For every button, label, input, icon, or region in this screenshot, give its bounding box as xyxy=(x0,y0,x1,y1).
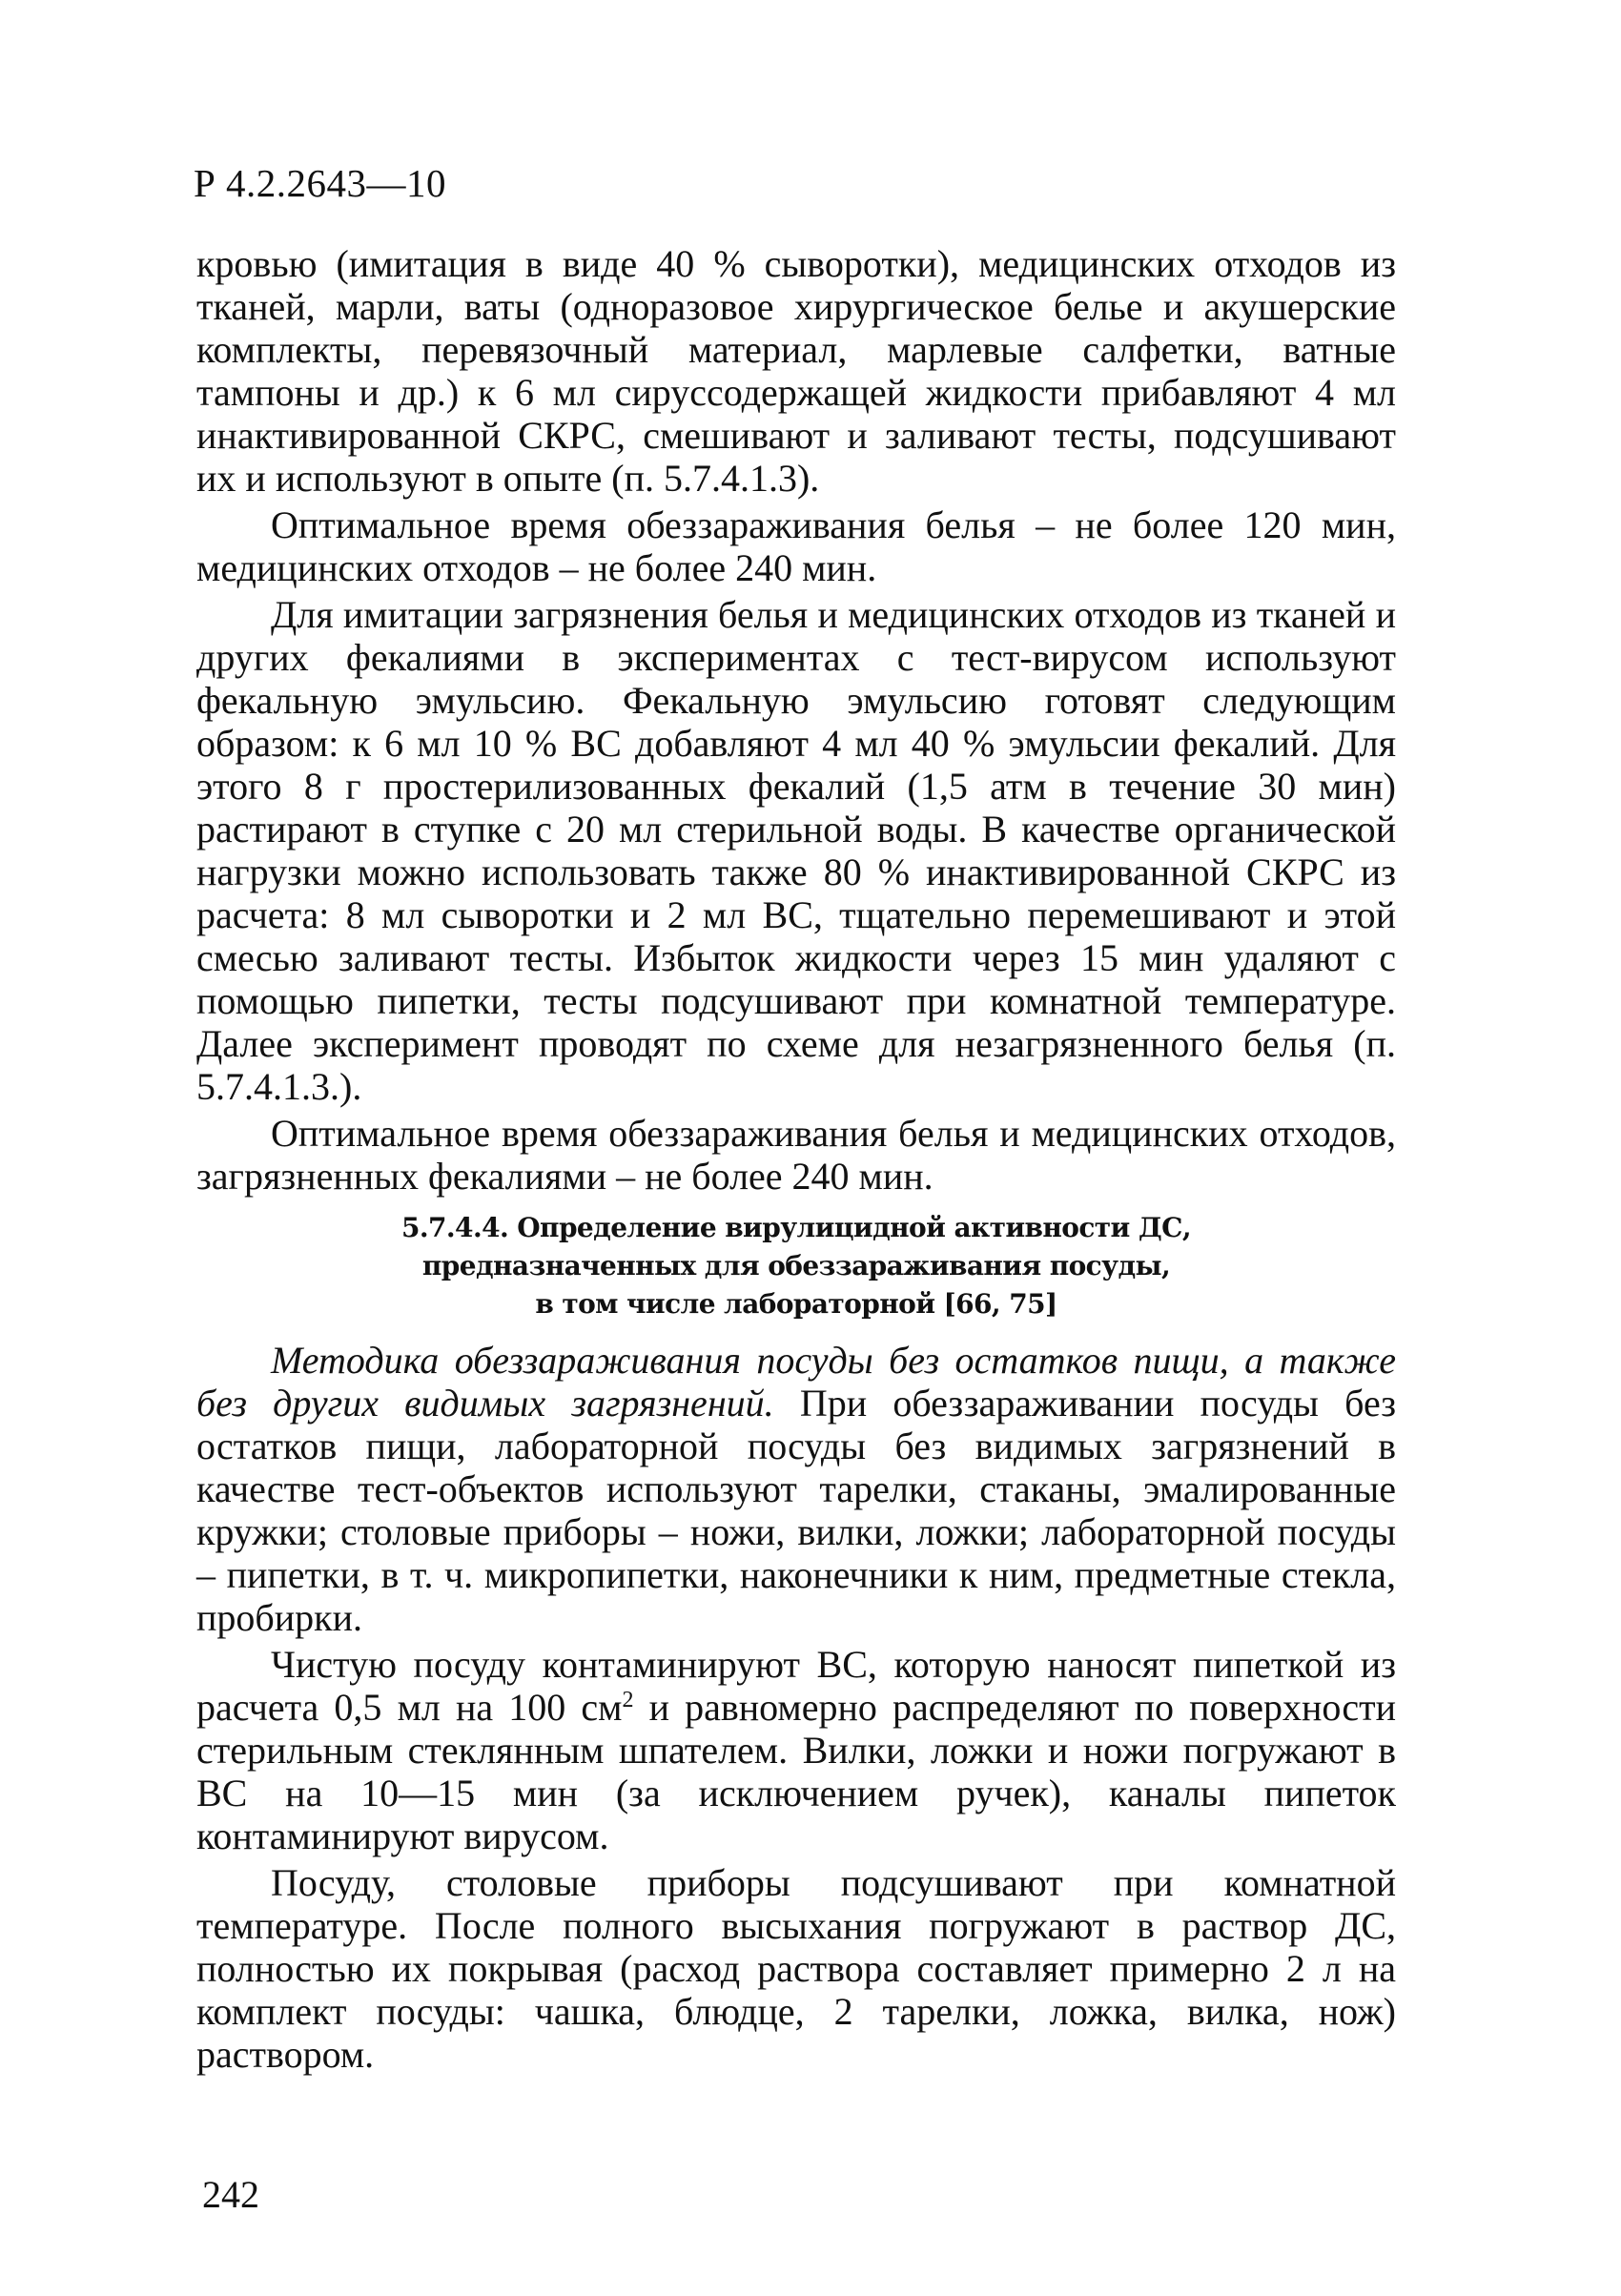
section-heading-line-1: 5.7.4.4. Определение вирулицидной активности ДС, xyxy=(401,1212,1191,1243)
superscript-2: 2 xyxy=(622,1688,634,1712)
paragraph-dishware-method xyxy=(196,1339,1396,1639)
method-lead-italic: Методика обеззараживания посуды без остатков пищи, а также без других видимых загрязнений. xyxy=(196,1339,1396,1425)
paragraph-fecal-emulsion: Для имитации загрязнения белья и медицинских отходов из тканей и других фекалиями в экспериментах с тест-вирусом используют фекальную эмульсию. Фекальную эмульсию готовят следующим образом: к 6 мл 10 % ВС добавляют 4 мл 40 % эмульсии фекалий. Для этого 8 г простерилизованных фекалий (1,5 атм в течение 30 мин) растирают в ступке с 20 мл стерильной воды. В качестве органической нагрузки можно использовать также 80 % инактивированной СКРС из расчета: 8 мл сыворотки и 2 мл ВС, тщательно перемешивают и этой смесью заливают тесты. Избыток жидкости через 15 мин удаляют с помощью пипетки, тесты подсушивают при комнатной температуре. Далее эксперимент проводят по схеме для незагрязненного белья (п. 5.7.4.1.3.). xyxy=(196,593,1396,1108)
section-heading-line-3: в том числе лабораторной [66, 75] xyxy=(535,1288,1057,1320)
paragraph-contamination xyxy=(196,1643,1396,1857)
section-heading-line-2: предназначенных для обеззараживания посуды, xyxy=(421,1250,1171,1281)
paragraph-fecal-time: Оптимальное время обеззараживания белья и медицинских отходов, загрязненных фекалиями – не более 240 мин. xyxy=(196,1112,1396,1198)
paragraph-continued: кровью (имитация в виде 40 % сыворотки), медицинских отходов из тканей, марли, ваты (одноразовое хирургическое белье и акушерские комплекты, перевязочный материал, марлевые салфетки, ватные тампоны и др.) к 6 мл сируссодержащей жидкости прибавляют 4 мл инактивированной СКРС, смешивают и заливают тесты, подсушивают их и используют в опыте (п. 5.7.4.1.3). xyxy=(196,242,1396,500)
document-code-header: Р 4.2.2643—10 xyxy=(194,161,447,205)
section-heading xyxy=(196,1209,1396,1323)
paragraph-linen-time: Оптимальное время обеззараживания белья – не более 120 мин, медицинских отходов – не более 240 мин. xyxy=(196,503,1396,589)
page-number: 242 xyxy=(202,2173,259,2216)
contamination-text-1: Чистую посуду контаминируют ВС, которую наносят пипеткой из расчета 0,5 мл на 100 см xyxy=(196,1643,1396,1729)
page-body xyxy=(196,242,1396,2076)
method-body: При обеззараживании посуды без остатков пищи, лабораторной посуды без видимых загрязнений в качестве тест-объектов используют тарелки, стаканы, эмалированные кружки; столовые приборы – ножи, вилки, ложки; лабораторной посуды – пипетки, в т. ч. микропипетки, наконечники к ним, предметные стекла, пробирки. xyxy=(196,1382,1397,1639)
paragraph-drying: Посуду, столовые приборы подсушивают при комнатной температуре. После полного высыхания погружают в раствор ДС, полностью их покрывая (расход раствора составляет примерно 2 л на комплект посуды: чашка, блюдце, 2 тарелки, ложка, вилка, нож) раствором. xyxy=(196,1861,1396,2076)
contamination-text-2: и равномерно распределяют по поверхности стерильным стеклянным шпателем. Вилки, ложки и ножи погружают в ВС на 10—15 мин (за исключением ручек), каналы пипеток контаминируют вирусом. xyxy=(196,1686,1396,1857)
